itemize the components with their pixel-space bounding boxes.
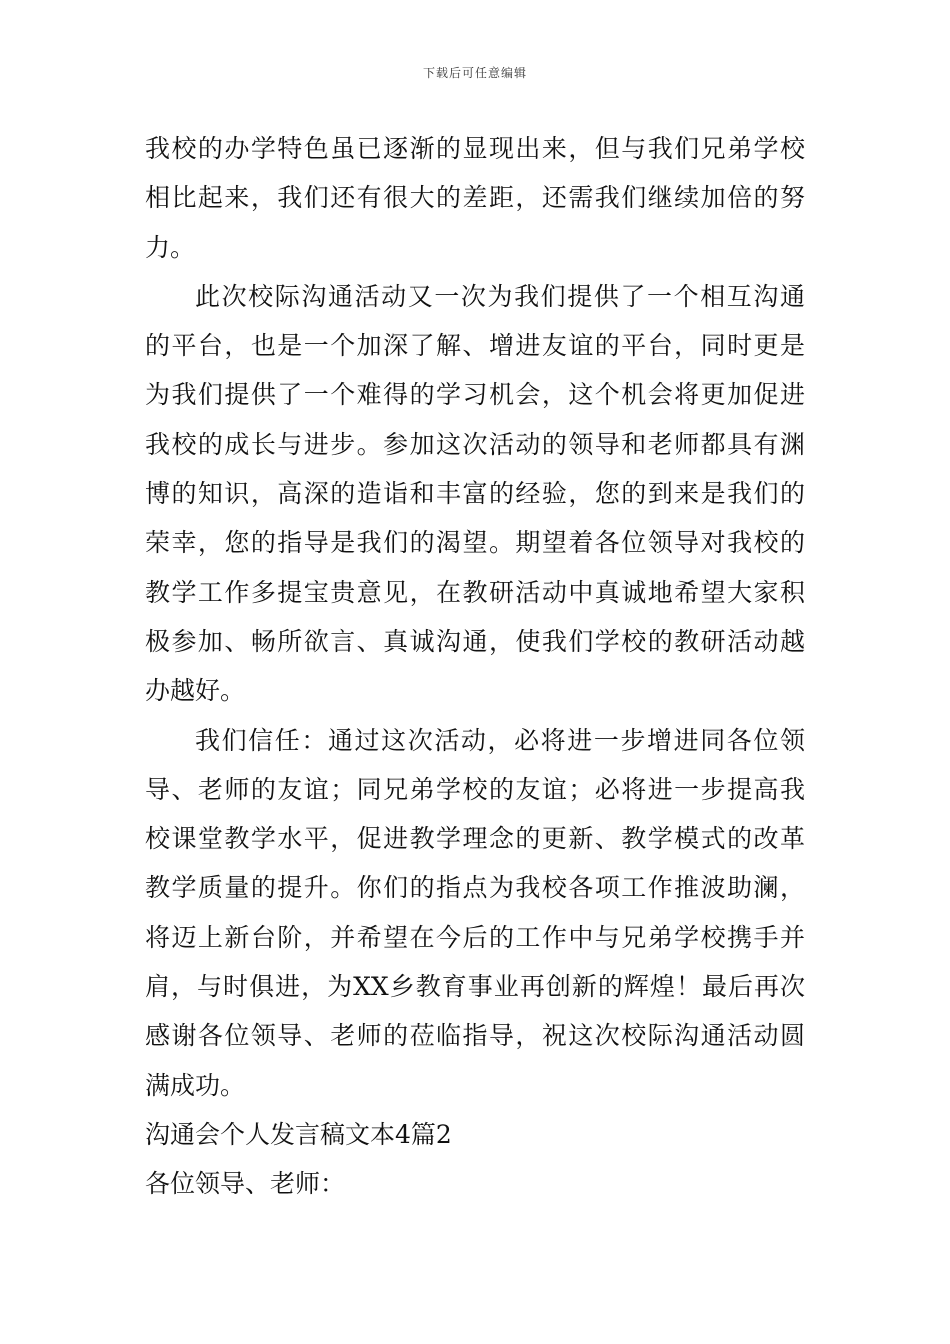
section-title: 沟通会个人发言稿文本4篇2 [145,1119,452,1149]
paragraph-1-line-1: 我校的办学特色虽已逐渐的显现出来，但与我们兄弟学校 [145,134,805,163]
page-header: 下载后可任意编辑 [422,66,527,80]
salutation: 各位领导、老师： [145,1169,346,1199]
document-body [145,124,805,1209]
paragraph-3-line-7: 感谢各位领导、老师的莅临指导，祝这次校际沟通活动圆 [145,1021,805,1051]
paragraph-1-line-3: 力。 [145,232,196,262]
paragraph-3-line-6: 肩，与时俱进，为XX乡教育事业再创新的辉煌！最后再次 [145,972,805,1002]
paragraph-2-line-6: 荣幸，您的指导是我们的渴望。期望着各位领导对我校的 [145,528,805,558]
paragraph-3-line-2: 导、老师的友谊；同兄弟学校的友谊；必将进一步提高我 [145,774,805,804]
paragraph-2-line-8: 极参加、畅所欲言、真诚沟通，使我们学校的教研活动越 [145,626,805,656]
paragraph-3-line-3: 校课堂教学水平，促进教学理念的更新、教学模式的改革 [145,824,805,854]
paragraph-1-line-2: 相比起来，我们还有很大的差距，还需我们继续加倍的努 [145,183,805,213]
paragraph-2-line-7: 教学工作多提宝贵意见，在教研活动中真诚地希望大家积 [145,577,805,607]
paragraph-3-line-1: 我们信任：通过这次活动，必将进一步增进同各位领 [195,725,805,755]
paragraph-2-line-1: 此次校际沟通活动又一次为我们提供了一个相互沟通 [195,281,805,311]
paragraph-2-line-5: 博的知识，高深的造诣和丰富的经验，您的到来是我们的 [145,479,805,509]
paragraph-2-line-2: 的平台，也是一个加深了解、增进友谊的平台，同时更是 [145,331,805,361]
paragraph-2-line-3: 为我们提供了一个难得的学习机会，这个机会将更加促进 [145,380,805,410]
paragraph-2-line-9: 办越好。 [145,676,246,706]
paragraph-3-line-5: 将迈上新台阶，并希望在今后的工作中与兄弟学校携手并 [145,922,805,952]
paragraph-3-line-4: 教学质量的提升。你们的指点为我校各项工作推波助澜， [145,873,805,903]
paragraph-2-line-4: 我校的成长与进步。参加这次活动的领导和老师都具有渊 [145,429,805,459]
paragraph-3-line-8: 满成功。 [145,1070,246,1100]
